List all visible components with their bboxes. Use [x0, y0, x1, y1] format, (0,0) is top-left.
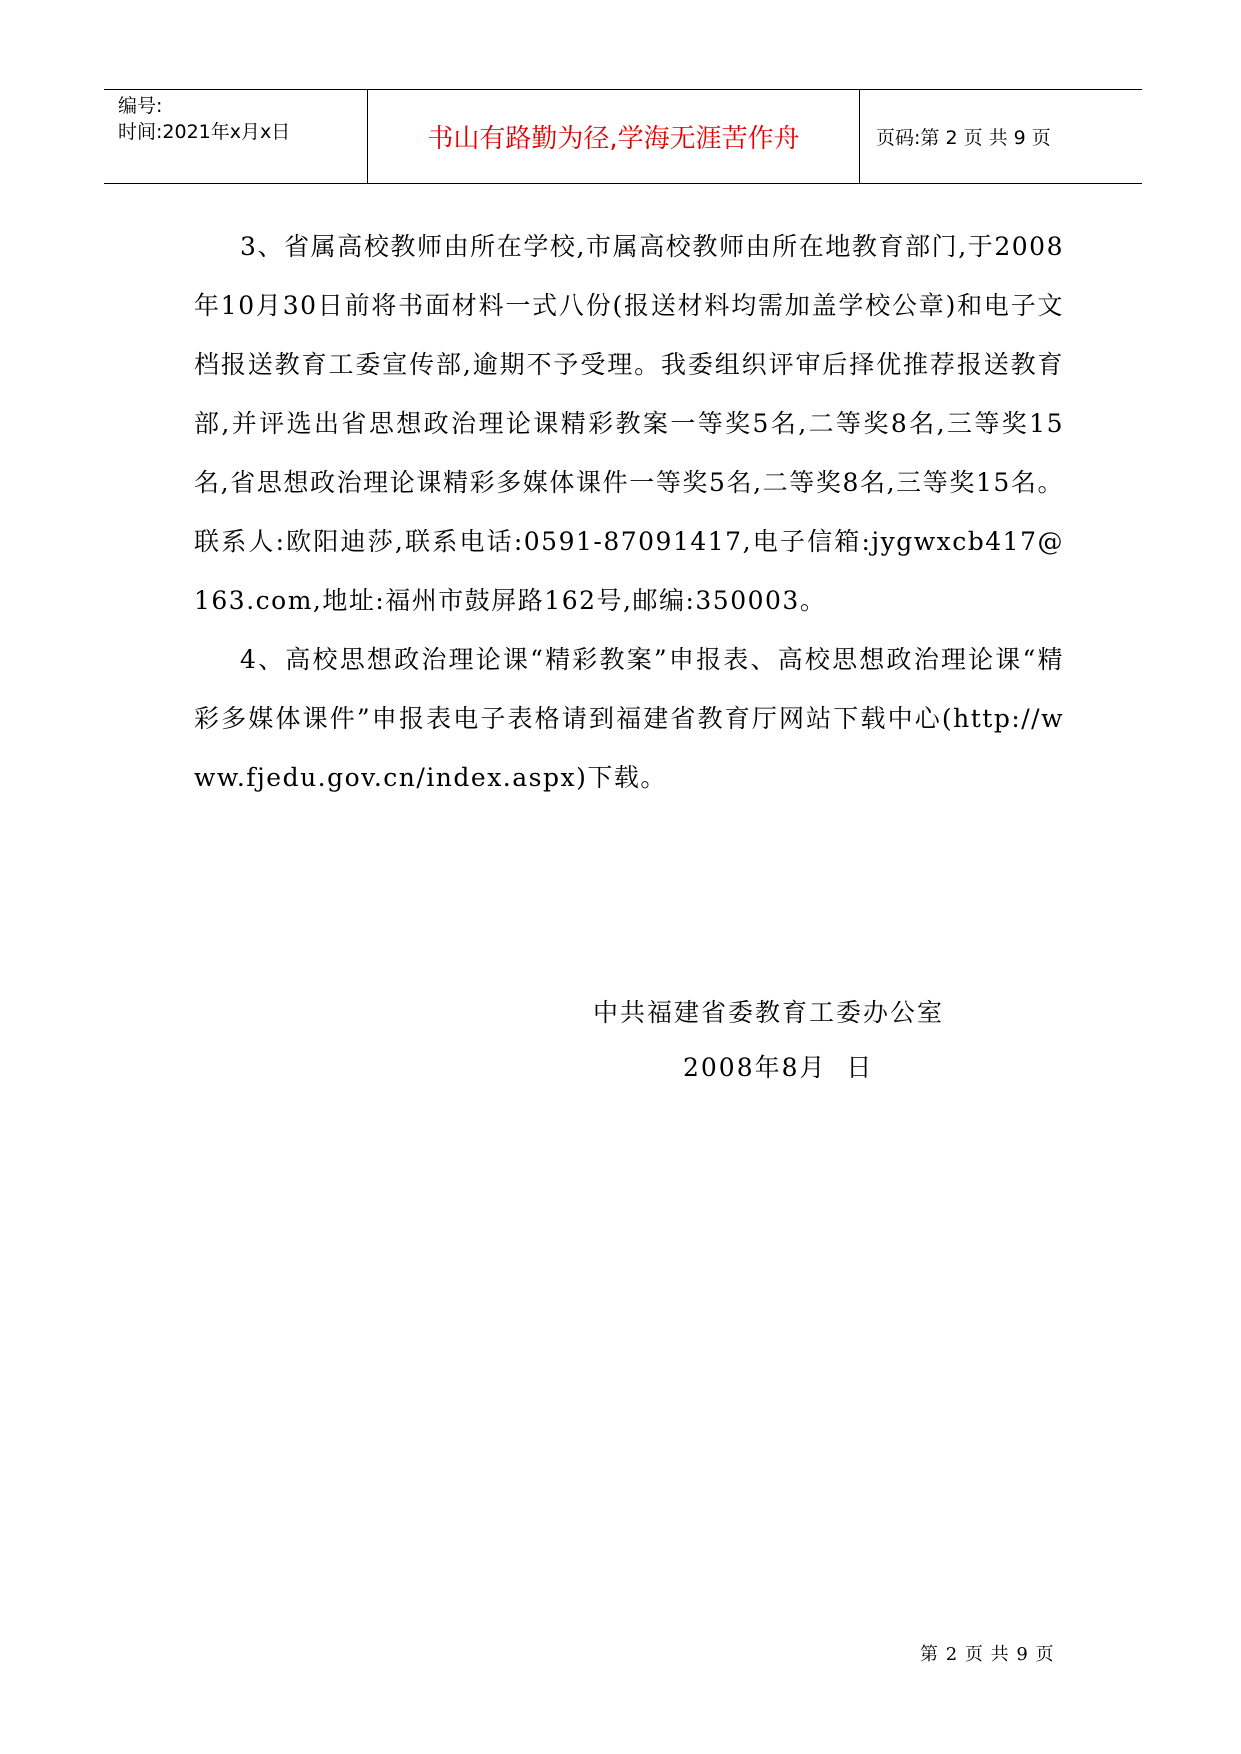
- signature-date: 2008年8月 日: [683, 1053, 874, 1082]
- page-footer: 第 2 页 共 9 页: [920, 1644, 1055, 1665]
- paragraph-4: 4、高校思想政治理论课“精彩教案”申报表、高校思想政治理论课“精彩多媒体课件”申报表电子表格请到福建省教育厅网站下载中心(http://www.fjedu.gov.cn/index.aspx)下载。: [194, 645, 1064, 792]
- header-meta: [118, 93, 290, 145]
- document-time-label: 时间:2021年x月x日: [118, 121, 291, 143]
- header-divider: [859, 90, 860, 183]
- signature-organization: 中共福建省委教育工委办公室: [593, 998, 945, 1027]
- page-header: [104, 89, 1142, 184]
- paragraph-3: 3、省属高校教师由所在学校,市属高校教师由所在地教育部门,于2008年10月30日前将书面材料一式八份(报送材料均需加盖学校公章)和电子文档报送教育工委宣传部,逾期不予受理。我委组织评审后择优推荐报送教育部,并评选出省思想政治理论课精彩教案一等奖5名,二等奖8名,三等奖15名,省思想政治理论课精彩多媒体课件一等奖5名,二等奖8名,三等奖15名。联系人:欧阳迪莎,联系电话:0591-87091417,电子信箱:jygwxcb417@163.com,地址:福州市鼓屏路162号,邮编:350003。: [194, 232, 1064, 615]
- signature-block: [593, 985, 944, 1095]
- document-body: [194, 217, 1064, 807]
- header-motto: 书山有路勤为径,学海无涯苦作舟: [427, 124, 800, 154]
- document-number-label: 编号:: [118, 95, 163, 117]
- header-page-number: 页码:第 2 页 共 9 页: [876, 127, 1051, 149]
